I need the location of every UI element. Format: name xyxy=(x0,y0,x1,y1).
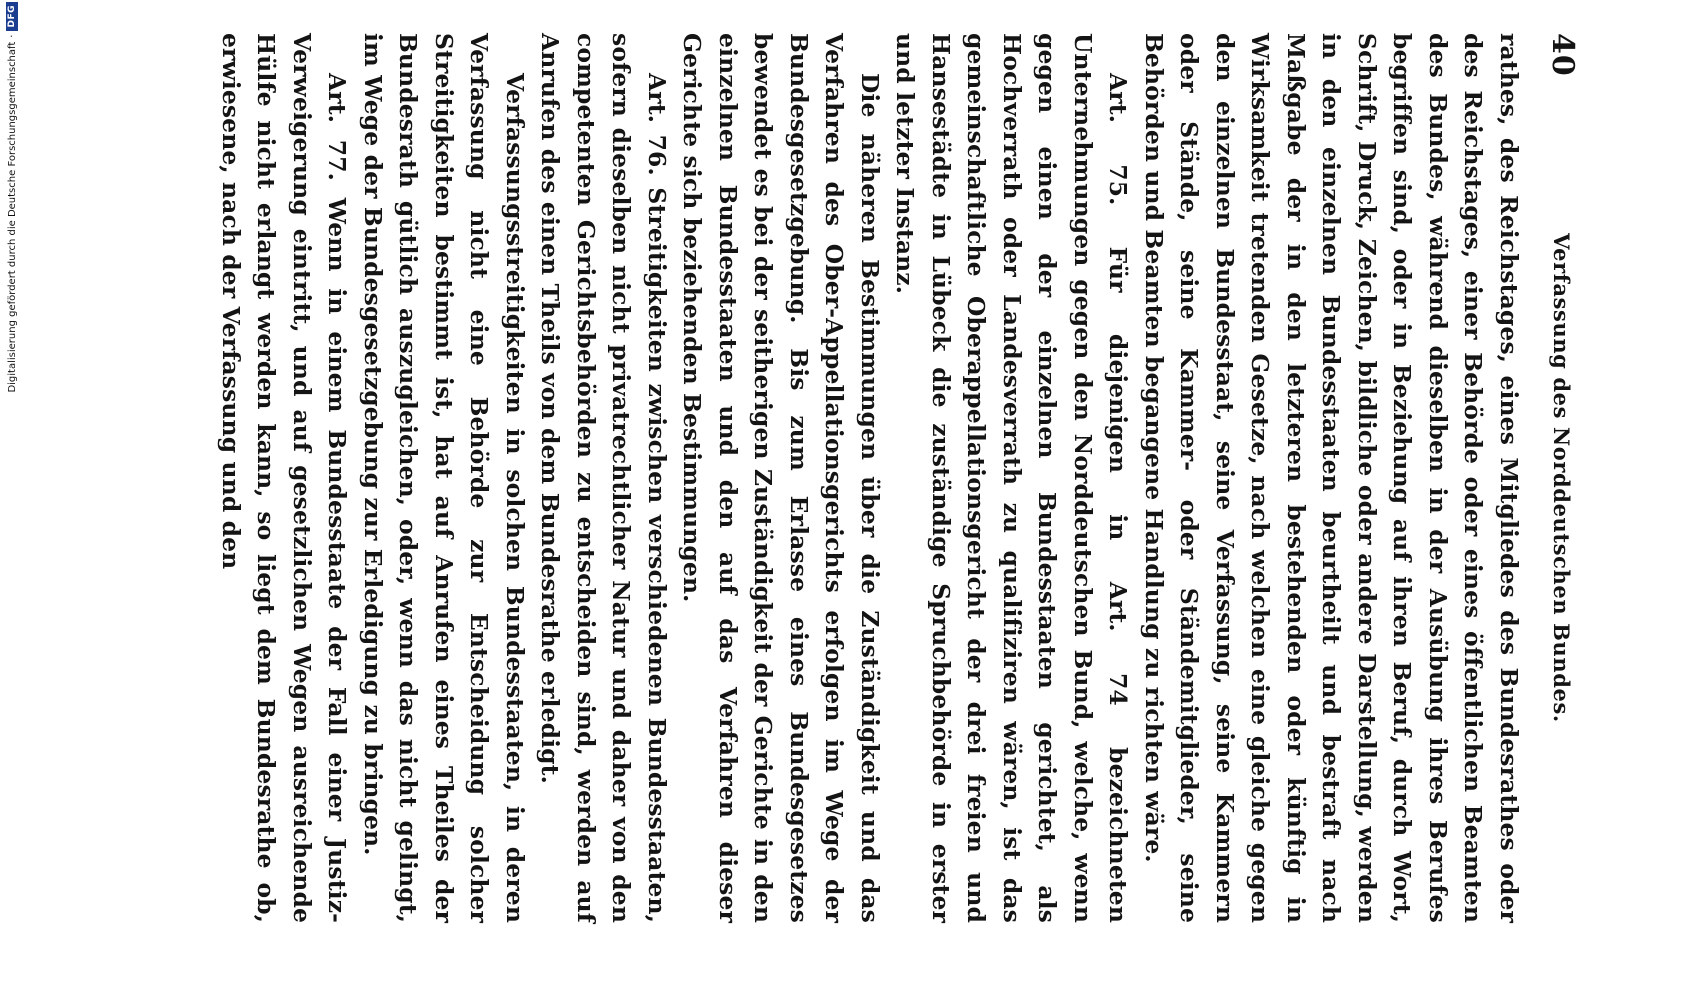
paragraph: Die näheren Bestimmungen über die Zuständigkeit und das Verfahren des Ober-Appellationsgerichts erfolgen im Wege der Bundesgesetzgebung. Bis zum Erlasse eines Bundesgesetzes bewendet es bei der seitherigen Zuständigkeit der Gerichte in den einzelnen Bundesstaaten und den auf das Verfahren dieser Gerichte sich beziehenden Bestimmungen. xyxy=(678,33,884,923)
scanned-page xyxy=(160,33,1580,923)
running-title: Verfassung des Norddeutschen Bundes. xyxy=(1549,233,1574,723)
sidebar xyxy=(0,0,22,1000)
page-header xyxy=(1542,33,1580,923)
dfg-logo: DFG xyxy=(6,2,18,31)
paragraph: rathes, des Reichstages, eines Mitgliedes des Bundesrathes oder des Reichstages, einer Behörde oder eines öffentlichen Beamten des Bundes, während dieselben in der Ausübung ihres Berufes begriffen sind, oder in Beziehung auf ihren Beruf, durch Wort, Schrift, Druck, Zeichen, bildliche oder andere Darstellung, werden in den einzelnen Bundesstaaten beurtheilt und bestraft nach Maßgabe der in den letzteren bestehenden oder künftig in Wirksamkeit tretenden Gesetze, nach welchen eine gleiche gegen den einzelnen Bundesstaat, seine Verfassung, seine Kammern oder Stände, seine Kammer- oder Ständemitglieder, seine Behörden und Beamten begangene Handlung zu richten wäre. xyxy=(1140,33,1523,923)
paragraph: Art. 75. Für diejenigen in Art. 74 bezeichneten Unternehmungen gegen den Norddeutschen Bund, welche, wenn gegen einen der einzelnen Bundesstaaten gerichtet, als Hochverrath oder Landesverrath zu qualifiziren wären, ist das gemeinschaftliche Oberappellationsgericht der drei freien und Hansestädte in Lübeck die zuständige Spruchbehörde in erster und letzter Instanz. xyxy=(891,33,1133,923)
paragraph: Verfassungsstreitigkeiten in solchen Bundesstaaten, in deren Verfassung nicht eine Behörde zur Entscheidung solcher Streitigkeiten bestimmt ist, hat auf Anrufen eines Theiles der Bundesrath gütlich auszugleichen, oder, wenn das nicht gelingt, im Wege der Bundesgesetzgebung zur Erledigung zu bringen. xyxy=(359,33,529,923)
credit-text: Digitalisierung gefördert durch die Deutsche Forschungsgemeinschaft xyxy=(6,41,18,393)
digitization-credit: Digitalisierung gefördert durch die Deutsche Forschungsgemeinschaft · DFG xyxy=(5,2,19,982)
paragraph: Art. 76. Streitigkeiten zwischen verschiedenen Bundesstaaten, sofern dieselben nicht privatrechtlicher Natur und daher von den competenten Gerichtsbehörden zu entscheiden sind, werden auf Anrufen des einen Theils von dem Bundesrathe erledigt. xyxy=(536,33,671,923)
page-body xyxy=(213,33,1527,923)
page-number: 40 xyxy=(1545,33,1580,77)
paragraph: Art. 77. Wenn in einem Bundesstaate der Fall einer Justiz-Verweigerung eintritt, und auf gesetzlichen Wegen ausreichende Hülfe nicht erlangt werden kann, so liegt dem Bundesrathe ob, erwiesene, nach der Verfassung und den xyxy=(217,33,352,923)
